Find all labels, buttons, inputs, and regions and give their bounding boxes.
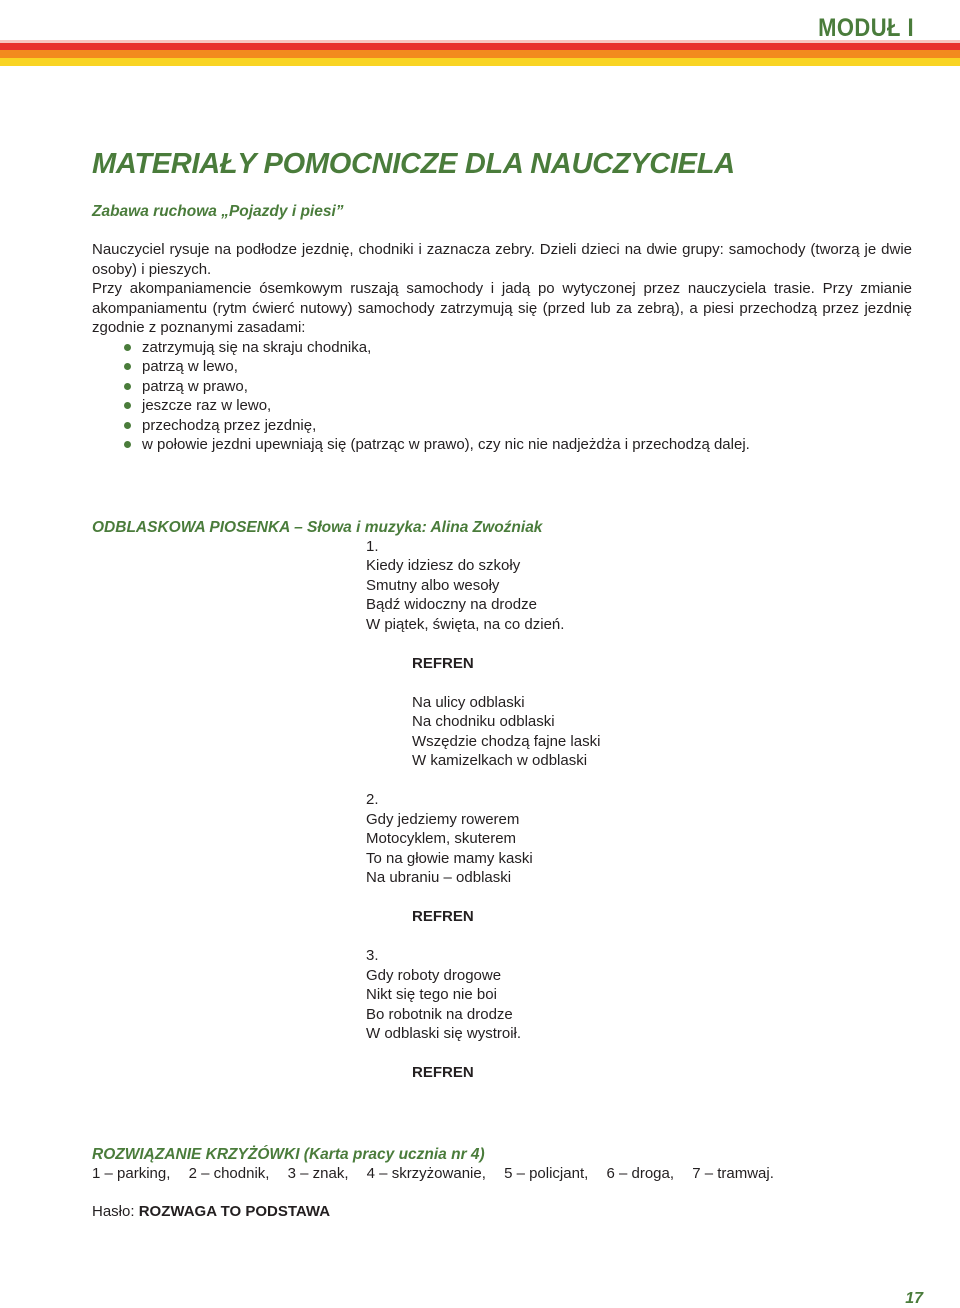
refrain-3	[412, 1063, 912, 1083]
crossword-answer: 1 – parking,	[92, 1164, 171, 1182]
bullet-icon	[124, 422, 131, 429]
verse-number: 3.	[366, 947, 379, 964]
verse-number: 1.	[366, 537, 379, 555]
crossword-answer: 6 – droga,	[606, 1164, 675, 1182]
list-item: patrzą w prawo,	[124, 377, 912, 397]
password-line	[92, 1202, 912, 1222]
verse-number: 2.	[366, 791, 379, 808]
verse-line: Gdy jedziemy rowerem	[366, 810, 520, 828]
rules-list	[124, 338, 912, 455]
refrain-line: Na chodniku odblaski	[412, 713, 555, 730]
refrain-2	[412, 907, 912, 927]
refrain-label: REFREN	[412, 654, 474, 672]
verse-line: Kiedy idziesz do szkoły	[366, 557, 521, 574]
list-item: jeszcze raz w lewo,	[124, 396, 912, 416]
verse-line: W piątek, święta, na co dzień.	[366, 615, 565, 633]
crossword-answer: 5 – policjant,	[504, 1164, 589, 1182]
verse-line: W odblaski się wystroił.	[366, 1025, 522, 1042]
game-paragraph-2: Przy akompaniamencie ósemkowym ruszają samochody i jadą po wytyczonej przez nauczyciela trasie. Przy zmianie akompaniamentu (rytm ćwierć nutowy) samochody zatrzymują się (przed lub za zebrą), a piesi przechodzą przez jezdnię zgodnie z poznanymi zasadami:	[92, 280, 912, 336]
game-paragraph-1: Nauczyciel rysuje na podłodze jezdnię, chodniki i zaznacza zebry. Dzieli dzieci na dwie grupy: samochody (tworzą je dwie osoby) i pieszych.	[92, 241, 912, 278]
page-title: MATERIAŁY POMOCNICZE DLA NAUCZYCIELA	[92, 148, 735, 180]
refrain-line: Na ulicy odblaski	[412, 693, 525, 711]
bullet-icon	[124, 344, 131, 351]
crossword-answer: 7 – tramwaj.	[692, 1164, 774, 1182]
crossword-answer: 2 – chodnik,	[188, 1164, 270, 1182]
list-item: zatrzymują się na skraju chodnika,	[124, 338, 912, 358]
refrain-label: REFREN	[412, 1064, 474, 1081]
page-content	[92, 148, 912, 1222]
verse-line: Nikt się tego nie boi	[366, 986, 497, 1003]
refrain-label: REFREN	[412, 908, 474, 925]
crossword-heading: ROZWIĄZANIE KRZYŻÓWKI (Karta pracy ucznia nr 4)	[92, 1145, 485, 1163]
song-lyrics	[92, 537, 912, 1083]
bullet-icon	[124, 441, 131, 448]
verse-line: Smutny albo wesoły	[366, 576, 500, 594]
password-value: ROZWAGA TO PODSTAWA	[138, 1203, 331, 1220]
list-item: patrzą w lewo,	[124, 357, 912, 377]
game-subtitle: Zabawa ruchowa „Pojazdy i piesi”	[92, 203, 344, 220]
verse-line: Motocyklem, skuterem	[366, 830, 517, 847]
header-color-band	[0, 0, 960, 70]
refrain-line: Wszędzie chodzą fajne laski	[412, 732, 601, 750]
crossword-answer: 3 – znak,	[287, 1164, 349, 1182]
refrain-line: W kamizelkach w odblaski	[412, 752, 588, 769]
list-item: przechodzą przez jezdnię,	[124, 416, 912, 436]
crossword-answers	[92, 1164, 912, 1184]
verse-3	[366, 946, 912, 1044]
song-heading: ODBLASKOWA PIOSENKA – Słowa i muzyka: Alina Zwoźniak	[92, 518, 543, 536]
password-label: Hasło:	[92, 1203, 135, 1220]
list-item: w połowie jezdni upewniają się (patrząc w prawo), czy nic nie nadjeżdża i przechodzą dalej.	[124, 435, 912, 455]
verse-line: Bądź widoczny na drodze	[366, 596, 537, 613]
crossword-answer: 4 – skrzyżowanie,	[366, 1164, 486, 1182]
module-label: MODUŁ I	[818, 14, 914, 42]
verse-1	[366, 537, 912, 635]
verse-2	[366, 790, 912, 888]
refrain-1	[412, 654, 912, 771]
verse-line: Gdy roboty drogowe	[366, 966, 502, 984]
verse-line: Bo robotnik na drodze	[366, 1005, 513, 1023]
bullet-icon	[124, 363, 131, 370]
page-number: 17	[905, 1290, 923, 1307]
verse-line: Na ubraniu – odblaski	[366, 869, 512, 886]
bullet-icon	[124, 383, 131, 390]
bullet-icon	[124, 402, 131, 409]
verse-line: To na głowie mamy kaski	[366, 849, 533, 867]
